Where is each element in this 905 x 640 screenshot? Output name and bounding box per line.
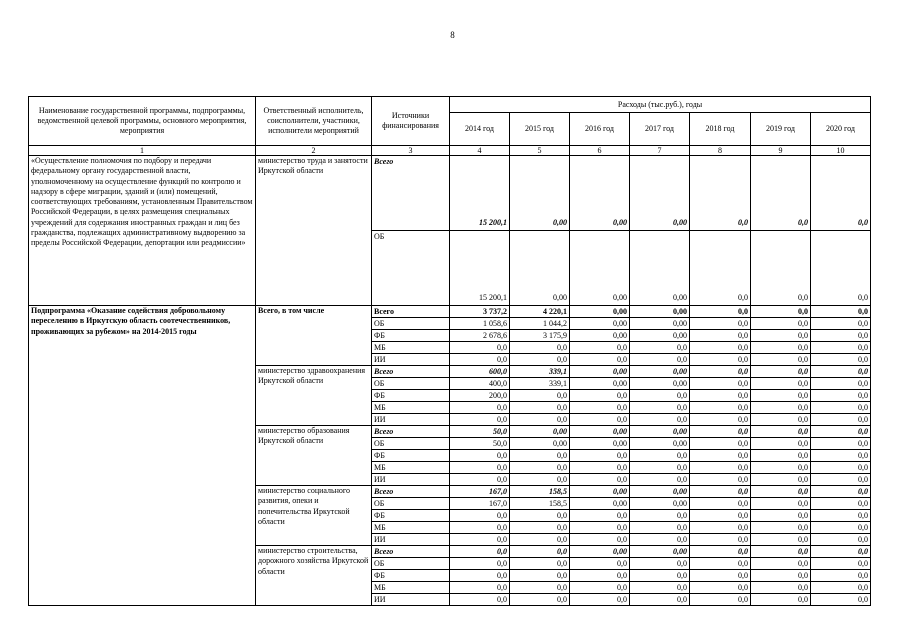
funding-source: Всего: [372, 366, 450, 378]
funding-source: ОБ: [372, 498, 450, 510]
value-cell: 0,0: [690, 546, 751, 558]
funding-source: МБ: [372, 462, 450, 474]
column-number: 10: [811, 146, 871, 156]
value-cell: 0,0: [450, 570, 510, 582]
funding-source: МБ: [372, 522, 450, 534]
value-cell: 0,0: [510, 510, 570, 522]
value-cell: 0,0: [811, 570, 871, 582]
value-cell: 0,0: [510, 462, 570, 474]
value-cell: 0,00: [510, 231, 570, 306]
value-cell: 0,0: [630, 594, 690, 606]
executor: министерство социального развития, опеки и попечительства Иркутской области: [256, 486, 372, 546]
funding-source: Всего: [372, 546, 450, 558]
value-cell: 50,0: [450, 438, 510, 450]
value-cell: 0,0: [690, 342, 751, 354]
value-cell: 0,0: [751, 342, 811, 354]
value-cell: 0,00: [570, 330, 630, 342]
value-cell: 0,0: [811, 378, 871, 390]
value-cell: 0,0: [510, 558, 570, 570]
funding-source: ИИ: [372, 414, 450, 426]
value-cell: 0,0: [811, 366, 871, 378]
value-cell: 0,0: [811, 558, 871, 570]
value-cell: 0,00: [570, 438, 630, 450]
value-cell: 0,00: [510, 438, 570, 450]
value-cell: 0,0: [570, 522, 630, 534]
value-cell: 158,5: [510, 486, 570, 498]
value-cell: 0,0: [630, 570, 690, 582]
value-cell: 0,0: [450, 474, 510, 486]
value-cell: 0,0: [510, 534, 570, 546]
header-name: Наименование государственной программы, подпрограммы, ведомственной целевой программы, основного мероприятия, мероприятия: [29, 97, 256, 146]
column-number: 8: [690, 146, 751, 156]
value-cell: 0,0: [811, 474, 871, 486]
value-cell: 0,0: [811, 546, 871, 558]
header-source: Источники финансирования: [372, 97, 450, 146]
value-cell: 4 220,1: [510, 306, 570, 318]
value-cell: 3 737,2: [450, 306, 510, 318]
value-cell: 0,0: [510, 582, 570, 594]
funding-source: ИИ: [372, 534, 450, 546]
funding-source: МБ: [372, 582, 450, 594]
value-cell: 0,0: [751, 546, 811, 558]
value-cell: 0,00: [630, 426, 690, 438]
funding-source: ФБ: [372, 570, 450, 582]
value-cell: 0,0: [630, 510, 690, 522]
value-cell: 0,00: [510, 156, 570, 231]
value-cell: 0,0: [811, 498, 871, 510]
value-cell: 0,00: [630, 378, 690, 390]
value-cell: 0,0: [570, 462, 630, 474]
value-cell: 0,0: [690, 438, 751, 450]
value-cell: 0,0: [630, 450, 690, 462]
value-cell: 0,0: [570, 354, 630, 366]
value-cell: 0,0: [570, 414, 630, 426]
value-cell: 0,0: [690, 354, 751, 366]
value-cell: 0,0: [450, 462, 510, 474]
value-cell: 0,00: [570, 498, 630, 510]
value-cell: 0,0: [570, 402, 630, 414]
value-cell: 0,0: [690, 318, 751, 330]
value-cell: 0,0: [570, 342, 630, 354]
value-cell: 0,0: [751, 414, 811, 426]
value-cell: 0,0: [510, 546, 570, 558]
header-year: 2020 год: [811, 113, 871, 146]
value-cell: 0,00: [570, 546, 630, 558]
value-cell: 0,00: [630, 330, 690, 342]
value-cell: 0,0: [751, 330, 811, 342]
column-number: 3: [372, 146, 450, 156]
value-cell: 0,0: [811, 534, 871, 546]
header-year: 2018 год: [690, 113, 751, 146]
value-cell: 0,0: [811, 450, 871, 462]
value-cell: 0,0: [751, 498, 811, 510]
column-number: 5: [510, 146, 570, 156]
executor: министерство труда и занятости Иркутской области: [256, 156, 372, 306]
value-cell: 0,00: [630, 486, 690, 498]
value-cell: 0,0: [630, 534, 690, 546]
value-cell: 400,0: [450, 378, 510, 390]
value-cell: 0,0: [630, 462, 690, 474]
value-cell: 0,0: [751, 306, 811, 318]
value-cell: 0,0: [811, 156, 871, 231]
value-cell: 0,0: [630, 522, 690, 534]
value-cell: 0,0: [570, 510, 630, 522]
value-cell: 0,0: [751, 570, 811, 582]
value-cell: 0,0: [751, 378, 811, 390]
header-year: 2015 год: [510, 113, 570, 146]
measure-name: «Осуществление полномочия по подбору и передачи федеральному органу государственной власти, уполномоченному на осуществление функций по контролю и надзору в сфере миграции, зданий и (или) помещений, соответствующих требованиям, установленным Правительством Российской Федерации, в целях размещения специальных учреждений для содержания иностранных граждан и лиц без гражданства, подлежащих административному выдворению за пределы Российской Федерации, депортации или реадмиссии»: [29, 156, 256, 306]
value-cell: 0,0: [570, 534, 630, 546]
value-cell: 339,1: [510, 366, 570, 378]
value-cell: 0,0: [811, 462, 871, 474]
value-cell: 0,0: [811, 354, 871, 366]
value-cell: 0,0: [690, 306, 751, 318]
value-cell: 0,0: [630, 558, 690, 570]
value-cell: 0,0: [690, 570, 751, 582]
value-cell: 0,0: [751, 462, 811, 474]
value-cell: 339,1: [510, 378, 570, 390]
column-number: 6: [570, 146, 630, 156]
value-cell: 0,0: [690, 462, 751, 474]
value-cell: 0,0: [751, 510, 811, 522]
header-year: 2016 год: [570, 113, 630, 146]
value-cell: 0,0: [690, 558, 751, 570]
value-cell: 0,0: [751, 318, 811, 330]
column-number: 7: [630, 146, 690, 156]
value-cell: 0,0: [811, 426, 871, 438]
value-cell: 0,00: [570, 378, 630, 390]
value-cell: 0,0: [811, 582, 871, 594]
column-number: 2: [256, 146, 372, 156]
funding-source: ФБ: [372, 330, 450, 342]
funding-source: ОБ: [372, 231, 450, 306]
value-cell: 0,0: [811, 438, 871, 450]
page-number: 8: [450, 30, 455, 40]
funding-source: ИИ: [372, 594, 450, 606]
value-cell: 158,5: [510, 498, 570, 510]
value-cell: 0,0: [690, 498, 751, 510]
funding-source: ФБ: [372, 450, 450, 462]
funding-source: Всего: [372, 426, 450, 438]
value-cell: 0,0: [510, 402, 570, 414]
value-cell: 0,0: [570, 570, 630, 582]
executor: министерство строительства, дорожного хозяйства Иркутской области: [256, 546, 372, 606]
value-cell: 0,0: [690, 582, 751, 594]
value-cell: 0,0: [510, 570, 570, 582]
value-cell: 0,0: [811, 318, 871, 330]
header-executor: Ответственный исполнитель, соисполнители, участники, исполнители мероприятий: [256, 97, 372, 146]
value-cell: 0,0: [630, 582, 690, 594]
value-cell: 0,0: [450, 414, 510, 426]
value-cell: 0,0: [751, 534, 811, 546]
value-cell: 0,0: [751, 231, 811, 306]
value-cell: 0,00: [570, 318, 630, 330]
value-cell: 0,0: [690, 366, 751, 378]
value-cell: 0,0: [690, 330, 751, 342]
value-cell: 0,0: [510, 450, 570, 462]
value-cell: 0,0: [510, 474, 570, 486]
value-cell: 0,0: [811, 306, 871, 318]
value-cell: 0,0: [570, 474, 630, 486]
funding-source: ОБ: [372, 438, 450, 450]
value-cell: 0,0: [690, 402, 751, 414]
executor: министерство здравоохранения Иркутской области: [256, 366, 372, 426]
value-cell: 0,00: [630, 318, 690, 330]
column-number: 1: [29, 146, 256, 156]
value-cell: 0,0: [510, 522, 570, 534]
value-cell: 0,0: [690, 474, 751, 486]
value-cell: 0,0: [751, 450, 811, 462]
value-cell: 0,0: [570, 594, 630, 606]
value-cell: 0,0: [630, 474, 690, 486]
value-cell: 0,0: [690, 390, 751, 402]
value-cell: 0,0: [450, 402, 510, 414]
value-cell: 0,0: [690, 426, 751, 438]
value-cell: 0,0: [811, 414, 871, 426]
value-cell: 200,0: [450, 390, 510, 402]
value-cell: 0,0: [450, 354, 510, 366]
value-cell: 0,0: [690, 414, 751, 426]
value-cell: 0,0: [751, 366, 811, 378]
value-cell: 0,0: [630, 354, 690, 366]
funding-source: МБ: [372, 342, 450, 354]
value-cell: 0,0: [811, 402, 871, 414]
value-cell: 0,0: [450, 582, 510, 594]
value-cell: 0,0: [690, 450, 751, 462]
value-cell: 0,00: [570, 426, 630, 438]
header-expenses: Расходы (тыс.руб.), годы: [450, 97, 871, 113]
value-cell: 0,0: [811, 486, 871, 498]
value-cell: 0,00: [510, 426, 570, 438]
column-number: 9: [751, 146, 811, 156]
value-cell: 0,00: [630, 306, 690, 318]
value-cell: 0,00: [570, 366, 630, 378]
value-cell: 0,0: [811, 231, 871, 306]
value-cell: 0,0: [811, 330, 871, 342]
funding-source: Всего: [372, 306, 450, 318]
funding-source: МБ: [372, 402, 450, 414]
value-cell: 0,00: [630, 366, 690, 378]
value-cell: 1 044,2: [510, 318, 570, 330]
value-cell: 0,0: [450, 342, 510, 354]
value-cell: 0,0: [690, 594, 751, 606]
value-cell: 0,0: [690, 486, 751, 498]
executor: министерство образования Иркутской области: [256, 426, 372, 486]
value-cell: 0,0: [811, 594, 871, 606]
table-header: [29, 97, 871, 156]
value-cell: 0,0: [751, 558, 811, 570]
funding-source: ФБ: [372, 510, 450, 522]
value-cell: 0,0: [751, 582, 811, 594]
value-cell: 50,0: [450, 426, 510, 438]
value-cell: 15 200,1: [450, 156, 510, 231]
funding-source: ФБ: [372, 390, 450, 402]
value-cell: 0,0: [450, 510, 510, 522]
value-cell: 0,0: [751, 402, 811, 414]
value-cell: 167,0: [450, 486, 510, 498]
value-cell: 0,0: [751, 474, 811, 486]
funding-source: ОБ: [372, 378, 450, 390]
value-cell: 0,00: [630, 231, 690, 306]
value-cell: 0,0: [450, 558, 510, 570]
value-cell: 0,0: [450, 450, 510, 462]
table-row: [29, 156, 871, 231]
value-cell: 0,0: [510, 390, 570, 402]
value-cell: 0,0: [450, 546, 510, 558]
value-cell: 0,0: [751, 486, 811, 498]
header-year: 2019 год: [751, 113, 811, 146]
value-cell: 0,0: [811, 522, 871, 534]
value-cell: 0,0: [630, 342, 690, 354]
subprogram-name: Подпрограмма «Оказание содействия добровольному переселению в Иркутскую область соотечественников, проживающих за рубежом» на 2014-2015 годы: [29, 306, 256, 606]
header-year: 2014 год: [450, 113, 510, 146]
funding-source: Всего: [372, 486, 450, 498]
value-cell: 0,00: [570, 486, 630, 498]
value-cell: 0,00: [630, 498, 690, 510]
value-cell: 0,0: [811, 342, 871, 354]
value-cell: 0,0: [811, 510, 871, 522]
value-cell: 2 678,6: [450, 330, 510, 342]
header-year: 2017 год: [630, 113, 690, 146]
value-cell: 0,0: [510, 342, 570, 354]
value-cell: 0,0: [811, 390, 871, 402]
value-cell: 0,00: [570, 231, 630, 306]
value-cell: 0,0: [630, 414, 690, 426]
value-cell: 3 175,9: [510, 330, 570, 342]
value-cell: 600,0: [450, 366, 510, 378]
funding-source: ОБ: [372, 558, 450, 570]
value-cell: 0,0: [450, 594, 510, 606]
value-cell: 0,0: [751, 438, 811, 450]
value-cell: 0,0: [570, 558, 630, 570]
value-cell: 0,00: [570, 306, 630, 318]
value-cell: 1 058,6: [450, 318, 510, 330]
value-cell: 0,0: [630, 390, 690, 402]
value-cell: 0,0: [510, 414, 570, 426]
column-number: 4: [450, 146, 510, 156]
value-cell: 0,0: [751, 522, 811, 534]
value-cell: 0,0: [751, 156, 811, 231]
funding-source: ИИ: [372, 474, 450, 486]
value-cell: 0,00: [630, 156, 690, 231]
value-cell: 0,0: [510, 594, 570, 606]
funding-source: ИИ: [372, 354, 450, 366]
value-cell: 0,0: [570, 582, 630, 594]
value-cell: 0,0: [690, 378, 751, 390]
value-cell: 0,0: [450, 522, 510, 534]
value-cell: 15 200,1: [450, 231, 510, 306]
value-cell: 0,0: [690, 522, 751, 534]
value-cell: 0,0: [751, 594, 811, 606]
value-cell: 0,0: [690, 231, 751, 306]
value-cell: 0,0: [630, 402, 690, 414]
value-cell: 0,0: [751, 426, 811, 438]
table-row: [29, 306, 871, 318]
value-cell: 0,00: [630, 546, 690, 558]
funding-source: Всего: [372, 156, 450, 231]
funding-source: ОБ: [372, 318, 450, 330]
value-cell: 0,0: [690, 510, 751, 522]
value-cell: 0,0: [450, 534, 510, 546]
value-cell: 0,0: [751, 390, 811, 402]
value-cell: 167,0: [450, 498, 510, 510]
value-cell: 0,0: [690, 156, 751, 231]
value-cell: 0,0: [690, 534, 751, 546]
value-cell: 0,0: [510, 354, 570, 366]
value-cell: 0,00: [630, 438, 690, 450]
executor: Всего, в том числе: [256, 306, 372, 366]
expenses-table: [28, 96, 871, 606]
value-cell: 0,0: [570, 450, 630, 462]
value-cell: 0,00: [570, 156, 630, 231]
value-cell: 0,0: [570, 390, 630, 402]
value-cell: 0,0: [751, 354, 811, 366]
